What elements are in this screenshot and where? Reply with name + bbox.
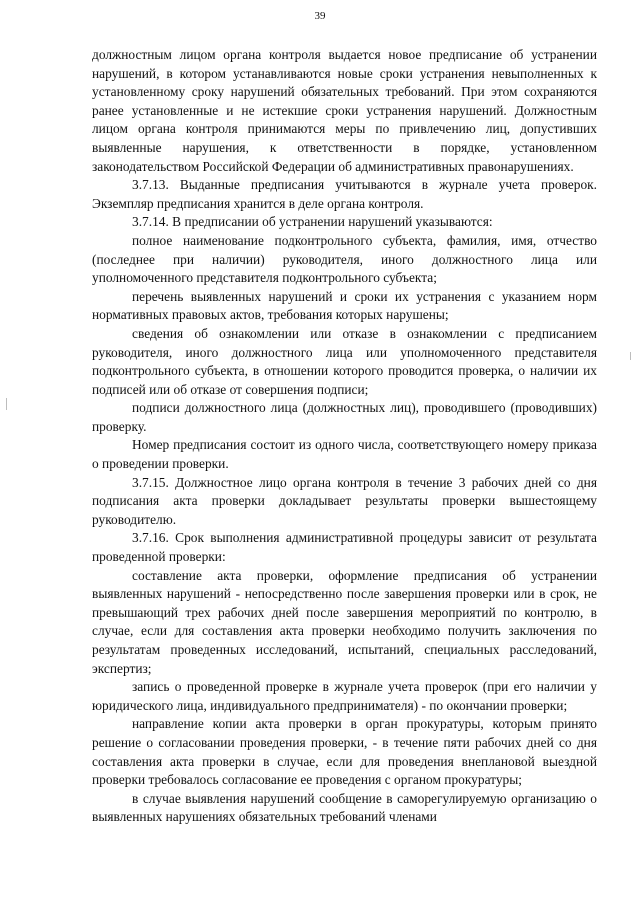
paragraph: 3.7.16. Срок выполнения административной процедуры зависит от результата проведенной проверки:	[92, 530, 597, 565]
paragraph: в случае выявления нарушений сообщение в саморегулируемую организацию о выявленных нарушениях обязательных требований членами	[92, 790, 597, 825]
scan-edge-mark	[630, 352, 631, 360]
page-number: 39	[314, 10, 326, 22]
paragraph: составление акта проверки, оформление предписания об устранении выявленных нарушений - непосредственно после завершения проверки или в срок, не превышающий трех рабочих дней после завершения мероприятий по контролю, в случае, если для составления акта проверки необходимо получить заключения по результатам проведенных исследований, испытаний, специальных расследований, экспертиз;	[92, 567, 597, 676]
paragraph: подписи должностного лица (должностных лиц), проводившего (проводивших) проверку.	[92, 400, 597, 434]
paragraph: должностным лицом органа контроля выдается новое предписание об устранении нарушений, в котором устанавливаются новые сроки устранения невыполненных к установленному сроку нарушений обязательных требований. При этом сохраняются ранее установленные и не истекшие сроки устранения нарушений. Должностным лицом органа контроля принимаются меры по привлечению лиц, допустивших выявленные нарушения, к ответственности в порядке, установленном законодательством Российской Федерации об административных правонарушениях.	[92, 47, 597, 174]
scan-edge-mark	[6, 398, 7, 410]
paragraph: сведения об ознакомлении или отказе в ознакомлении с предписанием руководителя, иного должностного лица или уполномоченного представителя подконтрольного субъекта, в отношении которого проводится проверка, о наличии их подписей или об отказе от совершения подписи;	[92, 325, 597, 397]
paragraph: полное наименование подконтрольного субъекта, фамилия, имя, отчество (последнее при наличии) руководителя, иного должностного лица или уполномоченного представителя подконтрольного субъекта;	[92, 232, 597, 286]
paragraph: 3.7.15. Должностное лицо органа контроля в течение 3 рабочих дней со дня подписания акта проверки докладывает результаты проверки вышестоящему руководителю.	[92, 474, 597, 527]
paragraph: перечень выявленных нарушений и сроки их устранения с указанием норм нормативных правовых актов, требования которых нарушены;	[92, 288, 597, 323]
document-body	[92, 46, 597, 827]
paragraph: 3.7.14. В предписании об устранении нарушений указываются:	[132, 214, 493, 230]
paragraph: 3.7.13. Выданные предписания учитываются в журнале учета проверок. Экземпляр предписания хранится в деле органа контроля.	[92, 177, 597, 211]
paragraph: запись о проведенной проверке в журнале учета проверок (при его наличии у юридического лица, индивидуального предпринимателя) - по окончании проверки;	[92, 679, 597, 713]
paragraph: направление копии акта проверки в орган прокуратуры, которым принято решение о согласовании проведения проверки, - в течение пяти рабочих дней со дня составления акта проверки в случае, если для проведения внеплановой выездной проверки требовалось согласование ее проведения с органом прокуратуры;	[92, 716, 597, 788]
paragraph: Номер предписания состоит из одного числа, соответствующего номеру приказа о проведении проверки.	[92, 437, 597, 472]
